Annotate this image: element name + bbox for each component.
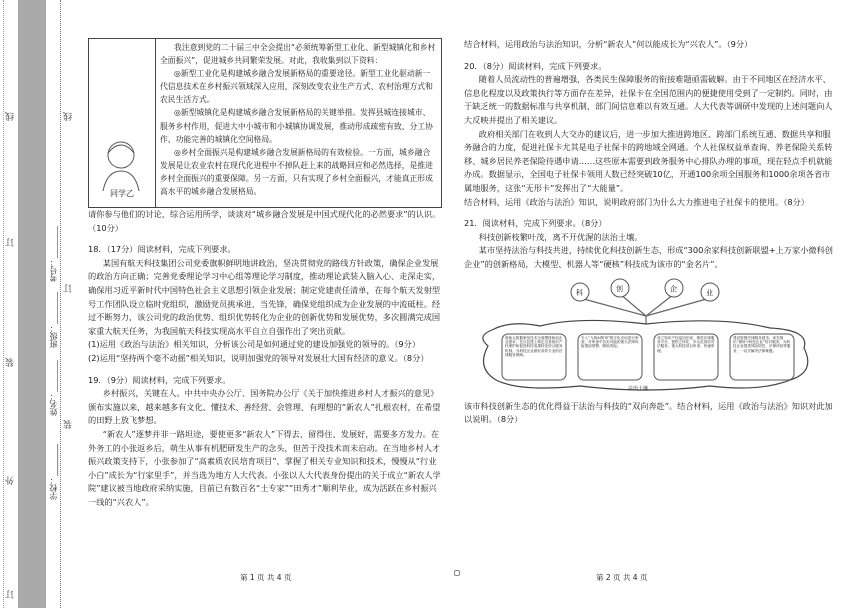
tree-panel-3: 成立知识产权巡回法庭，推进法律服务平台，提供立体化、多元化高效司法服务，重大科技项目申请、快速审理。 bbox=[657, 335, 715, 353]
question-19-prompt: 结合材料，运用政治与法治知识，分析“新农人”何以能成长为“兴农人”。（9分） bbox=[464, 39, 753, 49]
question-20-heading: 20．（8分）阅读材料，完成下列要求。 bbox=[464, 60, 607, 71]
discussion-box bbox=[88, 38, 442, 208]
binding-label-ding-inner: 订 bbox=[64, 284, 74, 293]
question-19-heading: 19．（9分）阅读材料，完成下列要求。 bbox=[88, 374, 231, 385]
class-field[interactable]: 班级：________ bbox=[49, 292, 58, 348]
question-18-heading: 18．（17分）阅读材料，完成下列要求。 bbox=[88, 244, 236, 255]
tree-panel-2: 引入“飞规AI智审”数字化应用进行审查，对审查中各类可能的重大法律风险提前预警，降低风险。 bbox=[581, 335, 639, 349]
question-17-prompt: 请你参与他们的讨论，综合运用所学，谈谈对“城乡融合发展是中国式现代化的必然要求”的认识。（10分） bbox=[88, 209, 441, 233]
page-1-column bbox=[88, 38, 444, 509]
school-field[interactable]: 学校：________ bbox=[49, 444, 58, 500]
question-21-heading: 21．阅读材料，完成下列要求。（8分） bbox=[464, 218, 607, 229]
legal-soil-tree-diagram bbox=[470, 276, 822, 396]
question-21-material-1: 科技创新枝繁叶茂，离不开优渥的法治土壤。 bbox=[478, 231, 643, 242]
page-2-footer: 第 2 页 共 4 页 bbox=[596, 573, 648, 582]
question-18-sub-2: (2)运用“坚持两个毫不动摇”相关知识，说明加强党的领导对发展壮大国有经济的意义。（8分） bbox=[88, 352, 429, 363]
question-20-material-2: 政府相关部门在收到人大交办的建议后，进一步加大推进跨地区、跨部门系统互通、数据共享和服务融合的力度，促进社保卡尤其是电子社保卡的跨地域全网通。个人社保权益单查询、养老保险关系转移、城乡居民养老保险待遇申请……这些原本需要到政务服务中心排队办理的事项，现在轻点手机就能办成。数据显示，全国电子社保卡领用人数已经突破10亿，开通100余项全国服务和1000余项各省市属地服务，这张“无形卡”发挥出了“大能量”。 bbox=[464, 128, 833, 193]
tree-soil-label: 法治土壤 bbox=[628, 385, 649, 392]
question-19-material-1: 乡村振兴，关键在人。中共中央办公厅、国务院办公厅《关于加快推进乡村人才振兴的意见》颁布实施以来，越来越多有文化、懂技术、善经营、会管理、有理想的“新农人”扎根农村，在希望的田野上放飞梦想。 bbox=[88, 388, 441, 426]
number-field[interactable]: 考号：________ bbox=[49, 226, 58, 282]
tree-fruit-3: 企 bbox=[670, 284, 677, 293]
page-divider-dot bbox=[454, 570, 460, 576]
binding-label-ding2: 订 bbox=[6, 590, 16, 599]
box-paragraph: ◎新型城镇化是构建城乡融合发展新格局的关键举措。发挥县城连接城市、服务乡村作用，促进大中小城市和小城镇协调发展，推动形成疏密有致、分工协作、功能完善的城镇化空间格局。 bbox=[160, 108, 433, 144]
question-20-material-1: 随着人员流动性的普遍增强，各类民生保障服务的衔接难题亟需破解。由于不同地区在经济水平、信息化程度以及政策执行等方面存在差异，社保卡在全国范围内的便捷使用受到了一定制约。同时，由于缺乏统一的数据标准与共享机制，部门间信息难以有效互通。人大代表等调研中发现的上述问题向人大反映并提出了相关建议。 bbox=[464, 74, 833, 125]
tree-panel-4: 建设智慧法律服务超市，率先推出“律所+科技企业”结对服务，为科技企业提供风险防控，法律体检等服务，一站式解决法律难题。 bbox=[733, 335, 791, 353]
question-21-material-2: 某市坚持法治与科技共进，持续优化科技创新生态，形成“300余家科技创新联盟+上万家小微科创企业”的创新格局，大模型、机器人等“硬核”科技成为该市的“金名片”。 bbox=[464, 245, 833, 269]
question-18-sub-1: (1)运用《政治与法治》相关知识，分析该公司是如何通过党的建设加强党的领导的。（9分） bbox=[88, 339, 421, 350]
question-21-prompt: 该市科技创新生态的优化得益于法治与科技的“双向奔赴”。结合材料，运用《政治与法治》知识对此加以说明。（8分） bbox=[464, 400, 833, 425]
binding-label-xian: 线 bbox=[6, 112, 16, 121]
binding-dotted-line-outer bbox=[3, 0, 14, 608]
box-paragraph: ◎乡村全面振兴是构建城乡融合发展新格局的有效检验。一方面，城乡融合发展是让农业农村在现代化进程中不掉队赶上来的战略回应和必然选择，是推进乡村全面振兴的重要保障。另一方面，只有实现了乡村全面振兴，才能真正形成高水平的城乡融合发展格局。 bbox=[160, 147, 433, 197]
student-avatar-icon bbox=[99, 137, 143, 191]
binding-label-wai: 外 bbox=[6, 476, 16, 485]
tree-panel-1: 借助大数据案发技术全面摸排和创企业需求，在区县建上制定完善知识产权保护和促进科技成果转化综合服务机制，为科技企业做好高效专业的法律服务保障。 bbox=[505, 335, 563, 358]
binding-gray-strip bbox=[18, 0, 46, 608]
binding-label-zhuang: 装 bbox=[6, 358, 16, 367]
binding-label-zhuang-inner: 装 bbox=[64, 420, 74, 429]
binding-label-ding: 订 bbox=[6, 238, 16, 247]
tree-fruit-2: 创 bbox=[616, 284, 623, 293]
avatar-label: 同学乙 bbox=[110, 189, 134, 198]
box-paragraph: 我注意到党的二十届三中全会提出“必须统筹新型工业化、新型城镇化和乡村全面振兴”，促进城乡共同繁荣发展。对此，我收集到以下资料： bbox=[160, 43, 436, 66]
binding-margin bbox=[0, 0, 78, 608]
box-paragraph: ◎新型工业化是构建城乡融合发展新格局的重要途径。新型工业化驱动新一代信息技术在乡村振兴领域深入应用，深刻改变农业生产方式、农村治理方式和农民生活方式。 bbox=[160, 69, 433, 105]
discussion-box-portrait-cell bbox=[89, 39, 156, 207]
tree-fruit-1: 科 bbox=[576, 288, 583, 297]
tree-fruit-4: 业 bbox=[706, 288, 713, 297]
question-18-material: 某国有航天科技集团公司党委旗帜鲜明地讲政治，坚决贯彻党的路线方针政策，确保企业发展的政治方向正确；完善党委理论学习中心组等理论学习制度，推动理论武装入脑入心、走深走实，确保用习近平新时代中国特色社会主义思想引领企业发展；制定党建责任清单，在每个航天发射型号工作团队设立临时党组织，激励党员挑承进、当先锋，确保党组织成为企业发展的中流砥柱。经过不断努力，该公司党的政治优势、组织优势转化为企业的创新优势和发展优势，多次圆满完成国家重大航天任务，为我国航天科技实现高水平自立自强作出了突出贡献。 bbox=[88, 257, 441, 336]
name-field[interactable]: 姓名：________ bbox=[49, 360, 58, 416]
page-2-column bbox=[464, 38, 836, 427]
question-19-material-2: “新农人”逐梦并非一路坦途，要使更多“新农人”下得去、留得住、发展好，需要多方发力。在外务工的小张返乡后，萌生从事有机肥研发生产的念头，但苦于没技术而未启动。在当地乡村人才振兴政策支持下，小张参加了“高素质农民培育项目”，掌握了相关专业知识和技术，慢慢从“行业小白”成长为“行家里手”，并当选为地方人大代表。小张以人大代表身份提出的关于成立“新农人学院”建议被当地政府采纳实施，目前已有数百名“土专家”“田秀才”顺利毕业，成为活跃在乡村振兴一线的“兴农人”。 bbox=[88, 428, 441, 507]
question-20-prompt: 结合材料，运用《政治与法治》知识，说明政府部门为什么大力推进电子社保卡的使用。（8分） bbox=[464, 196, 809, 207]
binding-label-xian-inner: 线 bbox=[64, 112, 74, 121]
discussion-box-text bbox=[160, 41, 436, 198]
binding-dotted-line bbox=[60, 0, 71, 608]
page-1-footer: 第 1 页 共 4 页 bbox=[240, 573, 292, 582]
